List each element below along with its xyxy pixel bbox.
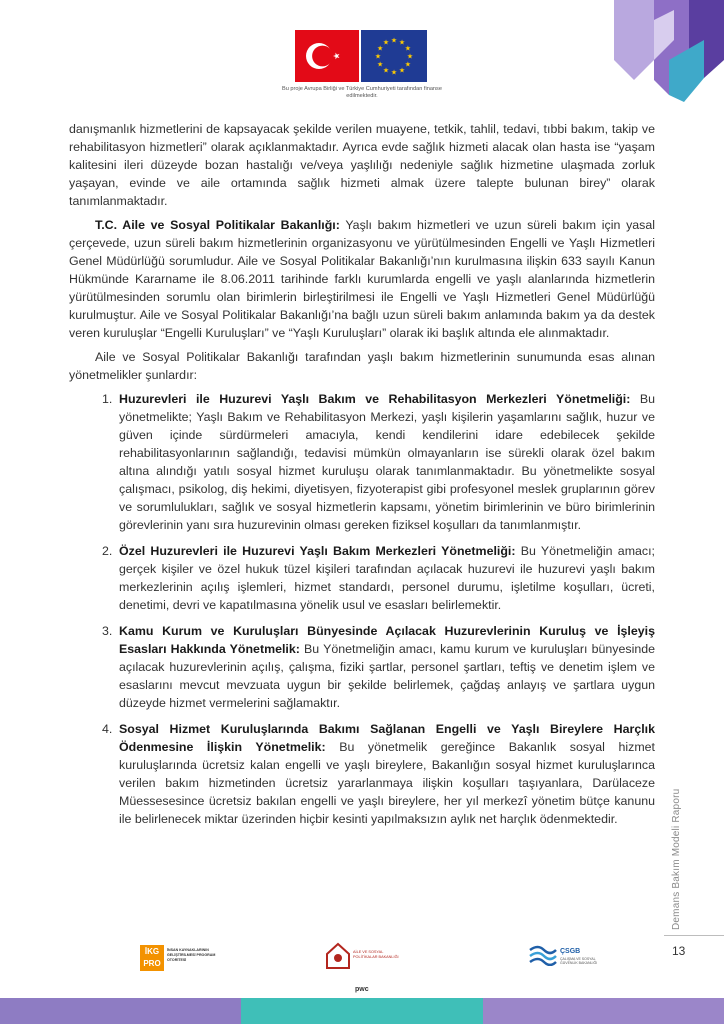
asp-logo-text: AİLE VE SOSYAL POLİTİKALAR BAKANLIĞI <box>353 950 399 959</box>
page-number-rule <box>664 935 724 936</box>
ministry-house-icon <box>325 942 351 970</box>
csgb-logo-subtext: ÇALIŞMA VE SOSYAL GÜVENLİK BAKANLIĞI <box>560 957 598 965</box>
paragraph-3: Aile ve Sosyal Politikalar Bakanlığı tarafından yaşlı bakım hizmetlerinin sunumunda esas alınan yönetmelikler şunlardır: <box>69 350 655 382</box>
list-number: 2. <box>102 544 113 558</box>
list-item-text: Bu Yönetmeliğin amacı; gerçek kişiler ve özel hukuk tüzel kişileri tarafından açılacak huzurevi ile huzurevi yaşlı bakım merkezlerinin açılış işlemleri, hizmet standardı, personel durumu, işletilme koşulları, ücreti, denetimi, devri ve kapatılmasına yönelik usul ve esasları belirlemektir. <box>119 544 655 612</box>
eu-star-icon: ★ <box>382 39 390 47</box>
paragraph-2-text: Yaşlı bakım hizmetleri ve uzun süreli bakım için yasal çerçevede, uzun süreli bakım hizmetlerinin organizasyonu ve yürütülmesinden Engelli ve Yaşlı Hizmetleri Genel Müdürlüğü sorumludur. Aile ve Sosyal Politikalar Bakanlığı’nın kurulmasına ilişkin 633 sayılı Kanun Hükmünde Kararname ile 8.06.2011 tarihinde farklı kurumlarda engelli ve yaşlı alanlarında hizmetlerin yürütülmesinden sorumlu olan birimlerin birleştirilmesi ile Engelli ve Yaşlı Hizmetleri Genel Müdürlüğü kurulmuştur. Aile ve Sosyal Politikalar Bakanlığı’na bağlı uzun süreli bakım anlamında bakım ya da destek veren kuruluşlar “Engelli Kuruluşları” ve “Yaşlı Kuruluşları” olarak iki başlık altında ele alınmaktadır. <box>69 218 655 340</box>
side-title <box>667 760 687 930</box>
csgb-wave-icon <box>528 944 558 966</box>
eu-star-icon: ★ <box>377 61 384 69</box>
paragraph-2 <box>69 216 655 342</box>
paragraph-1: danışmanlık hizmetlerini de kapsayacak şekilde verilen muayene, tetkik, tahlil, tedavi, tıbbi bakım, takip ve rehabilitasyon hizmetleri” olarak açıklanmaktadır. Ayrıca evde sağlık hizmeti alacak olan hasta ise “yaşam kalitesini ileri düzeyde bozan hastalığı ve/veya yaşlılığı nedeniyle sağlık hizmetine ulaşmada zorluk yaşayan, evinde ve aile ortamında sağlık hizmeti almak üzere talepte bulunan birey” olarak tanımlanmaktadır. <box>69 122 655 208</box>
body-text <box>69 120 655 836</box>
list-item-text: Bu yönetmelik gereğince Bakanlık sosyal hizmet kuruluşlarında ücretsiz kalan engelli ve yaşlı bireylere, Bakanlığın sosyal hizmet kuruluşlarınca verilen bakım hizmetinden ücretsiz yararlanmaya ilişkin koşulları taşıyanlara, Darülaceze Müessesesince ücretsiz bakılan engelli ve yaşlı bireylere, her yıl merkezî yönetim bütçe kanunu ile belirlenecek miktar üzerinden hiçbir kesinti yapılmaksızın aylık net harçlık ödenmektedir. <box>119 740 655 826</box>
eu-star-icon: ★ <box>390 37 398 45</box>
csgb-logo <box>528 944 598 968</box>
csgb-logo-text: ÇSGB <box>560 948 581 955</box>
list-number: 3. <box>102 624 113 638</box>
footer-bar-middle <box>241 998 483 1024</box>
pwc-logo: pwc <box>355 986 369 993</box>
ikg-pro-mark: İKG PRO <box>140 945 164 971</box>
paragraph-2-heading: T.C. Aile ve Sosyal Politikalar Bakanlığı: <box>95 218 340 232</box>
turkey-flag-icon <box>295 30 359 82</box>
ikg-pro-logo <box>140 945 230 971</box>
regulation-list <box>69 390 655 828</box>
list-number: 4. <box>102 722 113 736</box>
eu-star-icon: ★ <box>374 53 382 61</box>
corner-decoration <box>594 0 724 110</box>
list-item-title: Özel Huzurevleri ile Huzurevi Yaşlı Bakım Merkezleri Yönetmeliği: <box>119 544 516 558</box>
eu-star-icon: ★ <box>398 39 406 47</box>
eu-star-icon: ★ <box>404 61 411 69</box>
eu-flag-icon <box>361 30 427 82</box>
eu-star-icon: ★ <box>377 45 384 53</box>
list-item <box>69 390 655 534</box>
eu-star-icon: ★ <box>390 69 398 77</box>
list-item <box>69 622 655 712</box>
list-item-title: Huzurevleri ile Huzurevi Yaşlı Bakım ve Rehabilitasyon Merkezleri Yönetmeliği: <box>119 392 631 406</box>
page-number: 13 <box>672 944 686 958</box>
footer-bar-left <box>0 998 241 1024</box>
footer-bar-right <box>483 998 724 1024</box>
list-item <box>69 720 655 828</box>
eu-star-icon: ★ <box>406 53 414 61</box>
flags-logo <box>295 30 429 84</box>
list-item-text: Bu yönetmelikte; Yaşlı Bakım ve Rehabilitasyon Merkezi, yaşlı kişilerin yaşamlarını sağlık, huzur ve güven içinde sürdürmeleri amacıyla, kendi kendilerini idare edebilecek şekilde rehabilitasyonlarının sağlandığı, tedavisi mümkün olmayanların ise sürekli olarak özel bakım altına alındığı yatılı sosyal hizmet kuruluşu olarak tanımlanmaktadır. Bu yönetmelikte sosyal çalışmacı, psikolog, diş hekimi, diyetisyen, fizyoterapist gibi profesyonel meslek gruplarının görev ve sorumlulukları, sağlık ve sosyal hizmetlerin kapsamı, yönetim birimlerinin ve büro birimlerinin görevlerinin yanı sıra huzurevinin olması gereken fiziksel koşulları da tanımlanmıştır. <box>119 392 655 532</box>
eu-star-icon: ★ <box>404 45 411 53</box>
list-item-title: Kamu Kurum ve Kuruluşları Bünyesinde Açılacak Huzurevlerinin Kuruluş ve İşleyiş Esasları Hakkında Yönetmelik: <box>119 624 655 656</box>
funding-note: Bu proje Avrupa Birliği ve Türkiye Cumhuriyeti tarafından finanse edilmektedir. <box>282 86 442 99</box>
eu-star-icon: ★ <box>398 67 406 75</box>
side-title-text: Demans Bakım Modeli Raporu <box>671 788 682 930</box>
list-item <box>69 542 655 614</box>
asp-logo <box>325 942 405 972</box>
ikg-pro-text: İNSAN KAYNAKLARININ GELİŞTİRİLMESİ PROGRAM OTORİTESİ <box>167 948 216 962</box>
list-number: 1. <box>102 392 113 406</box>
eu-star-icon: ★ <box>382 67 390 75</box>
list-item-title: Sosyal Hizmet Kuruluşlarında Bakımı Sağlanan Engelli ve Yaşlı Bireylere Harçlık Ödenmesine İlişkin Yönetmelik: <box>119 722 655 754</box>
list-item-text: Bu Yönetmeliğin amacı, kamu kurum ve kuruluşları bünyesinde açılacak huzurevlerinin açılış, çalışma, fiziki şartlar, personel şartları, teftiş ve denetim işlem ve esaslarını mevcut mevzuata uygun bir şekilde belirlemek, çağdaş anlayış ve şartlara uygun düzeyde hizmet vermelerini sağlamaktır. <box>119 642 655 710</box>
